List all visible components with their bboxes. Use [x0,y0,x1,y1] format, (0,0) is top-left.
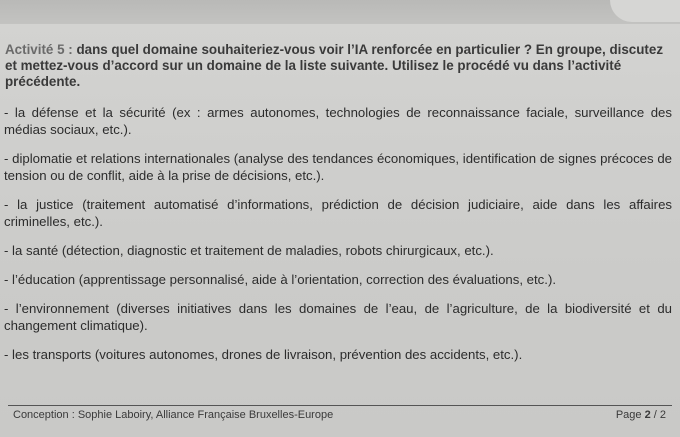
footer-divider [8,405,672,406]
footer-credit: Conception : Sophie Laboiry, Alliance Française Bruxelles-Europe [13,409,334,421]
list-item-transport: - les transports (voitures autonomes, drones de livraison, prévention des accidents, etc.). [4,347,523,362]
activity-text: dans quel domaine souhaiteriez-vous voir l’IA renforcée en particulier ? En groupe, discutez et mettez-vous d’accord sur un domaine de la liste suivante. Utilisez le procédé vu dans l’activité précédente. [5,42,664,89]
list-item-diplomacy: - diplomatie et relations internationales (analyse des tendances économiques, identification de signes précoces de tension ou de conflit, aide à la prise de décisions, etc.). [4,151,672,183]
page-number [616,408,666,422]
activity-label: Activité 5 : [5,42,73,57]
page-suffix: / 2 [650,409,666,421]
list-item-health: - la santé (détection, diagnostic et traitement de maladies, robots chirurgicaux, etc.). [4,243,494,258]
previous-page-band [0,0,680,24]
list-item-education: - l’éducation (apprentissage personnalisé, aide à l’orientation, correction des évaluations, etc.). [4,272,556,287]
page-current: 2 [644,409,651,421]
list-item-defense: - la défense et la sécurité (ex : armes autonomes, technologies de reconnaissance faciale, surveillance des médias sociaux, etc.). [4,105,672,137]
page-prefix: Page [615,409,645,421]
list-item-environment: - l’environnement (diverses initiatives dans les domaines de l’eau, de l’agriculture, de la biodiversité et du changement climatique). [4,301,672,333]
domain-list [4,104,672,375]
page-corner [610,0,680,22]
list-item-justice: - la justice (traitement automatisé d’informations, prédiction de décision judiciaire, aide dans les affaires criminelles, etc.). [4,197,672,229]
activity-instruction [5,42,671,90]
